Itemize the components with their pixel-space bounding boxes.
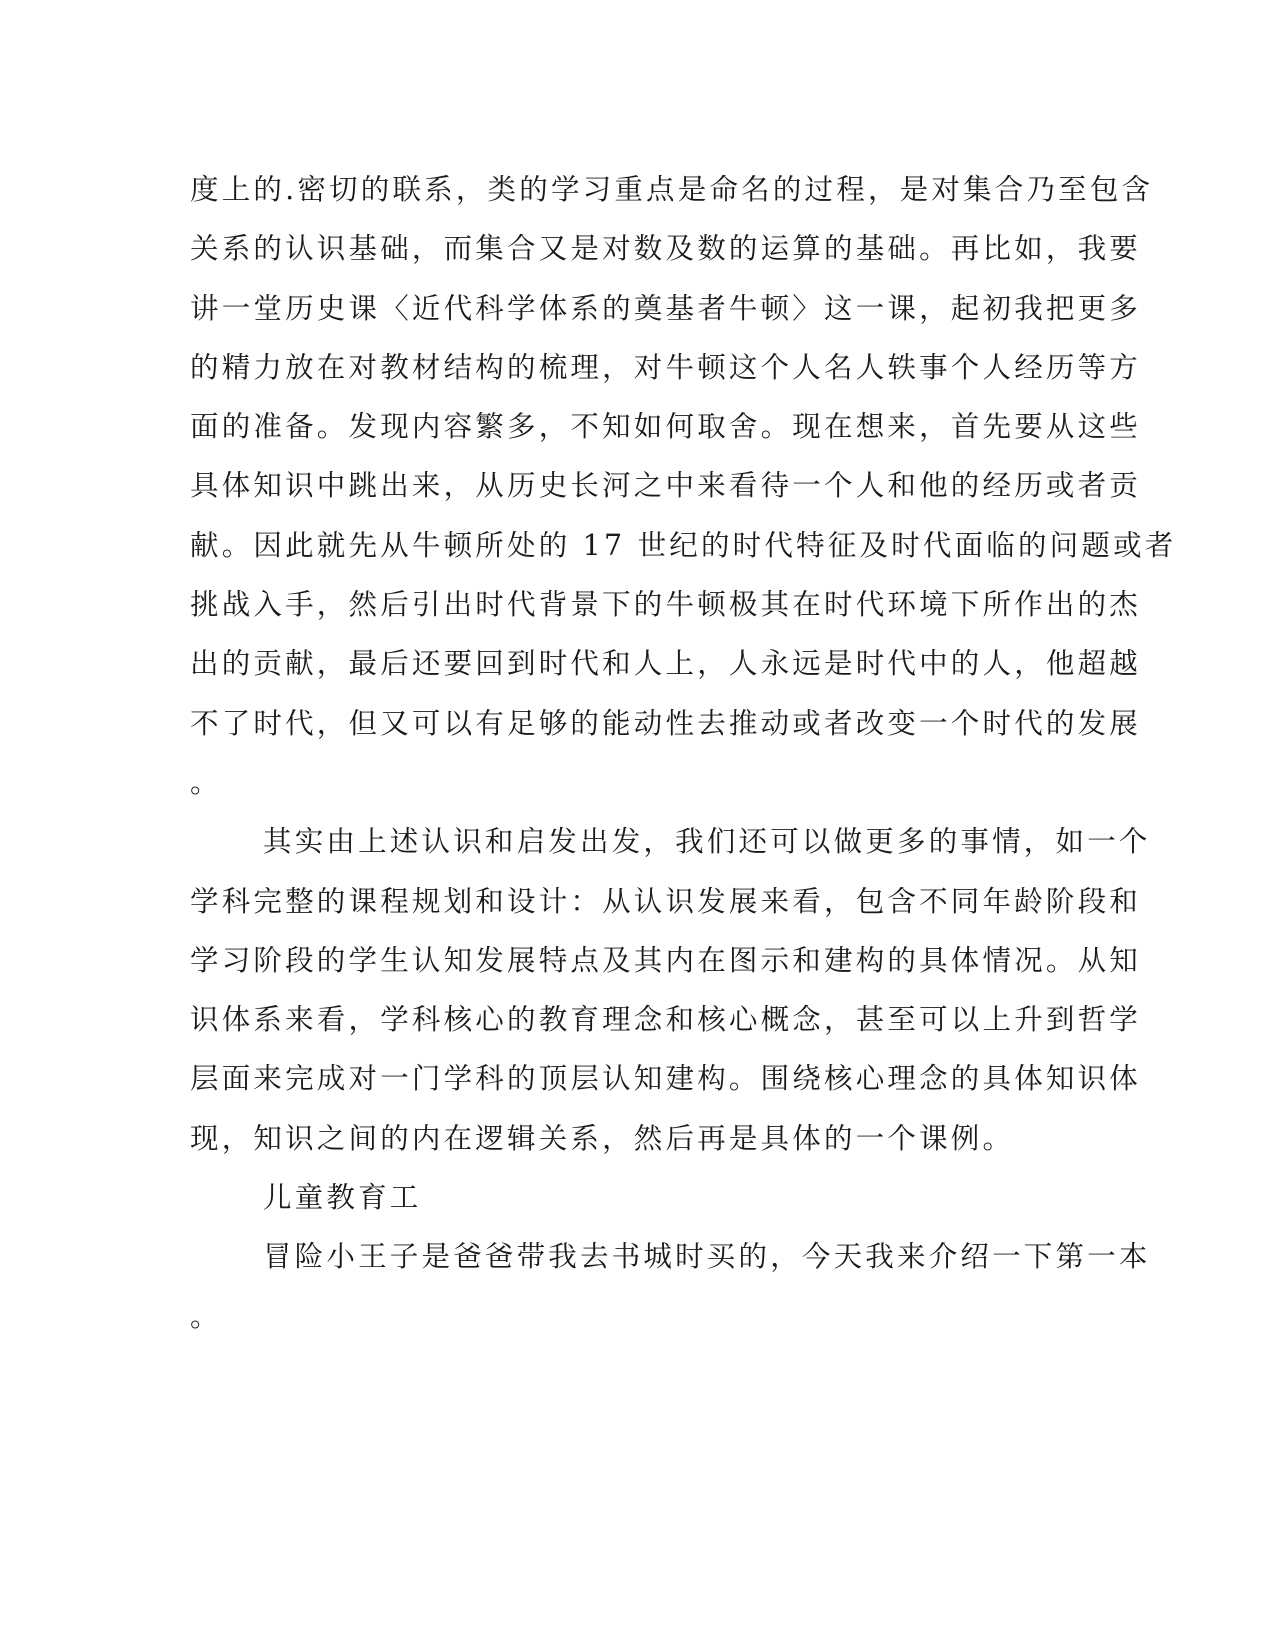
text-line: 面的准备。发现内容繁多，不知如何取舍。现在想来，首先要从这些 xyxy=(190,410,1142,444)
text-line: 关系的认识基础，而集合又是对数及数的运算的基础。再比如，我要 xyxy=(190,232,1142,266)
text-line: 学科完整的课程规划和设计：从认识发展来看，包含不同年龄阶段和 xyxy=(190,884,1142,918)
text-line: 不了时代，但又可以有足够的能动性去推动或者改变一个时代的发展 xyxy=(190,706,1142,740)
text-line: 度上的.密切的联系，类的学习重点是命名的过程，是对集合乃至包含 xyxy=(190,173,1154,206)
paragraph-start-line: 冒险小王子是爸爸带我去书城时买的，今天我来介绍一下第一本 xyxy=(263,1240,1151,1274)
text-line: 献。因此就先从牛顿所处的 17 世纪的时代特征及时代面临的问题或者 xyxy=(190,528,1177,562)
text-line: 具体知识中跳出来，从历史长河之中来看待一个人和他的经历或者贡 xyxy=(190,469,1142,503)
text-line: 挑战入手，然后引出时代背景下的牛顿极其在时代环境下所作出的杰 xyxy=(190,588,1142,622)
paragraph-start-line: 其实由上述认识和启发出发，我们还可以做更多的事情，如一个 xyxy=(263,825,1151,859)
text-line: 。 xyxy=(190,765,222,799)
text-line: 讲一堂历史课〈近代科学体系的奠基者牛顿〉这一课，起初我把更多 xyxy=(190,291,1142,325)
text-line: 。 xyxy=(190,1299,222,1333)
text-line: 学习阶段的学生认知发展特点及其内在图示和建构的具体情况。从知 xyxy=(190,943,1142,977)
text-line: 层面来完成对一门学科的顶层认知建构。围绕核心理念的具体知识体 xyxy=(190,1062,1142,1096)
text-line: 识体系来看，学科核心的教育理念和核心概念，甚至可以上升到哲学 xyxy=(190,1003,1142,1037)
section-heading: 儿童教育工 xyxy=(263,1181,422,1215)
text-line: 出的贡献，最后还要回到时代和人上，人永远是时代中的人，他超越 xyxy=(190,647,1142,681)
text-line: 现，知识之间的内在逻辑关系，然后再是具体的一个课例。 xyxy=(190,1121,1015,1155)
text-line: 的精力放在对教材结构的梳理，对牛顿这个人名人轶事个人经历等方 xyxy=(190,350,1142,384)
body-text xyxy=(190,160,1177,1346)
